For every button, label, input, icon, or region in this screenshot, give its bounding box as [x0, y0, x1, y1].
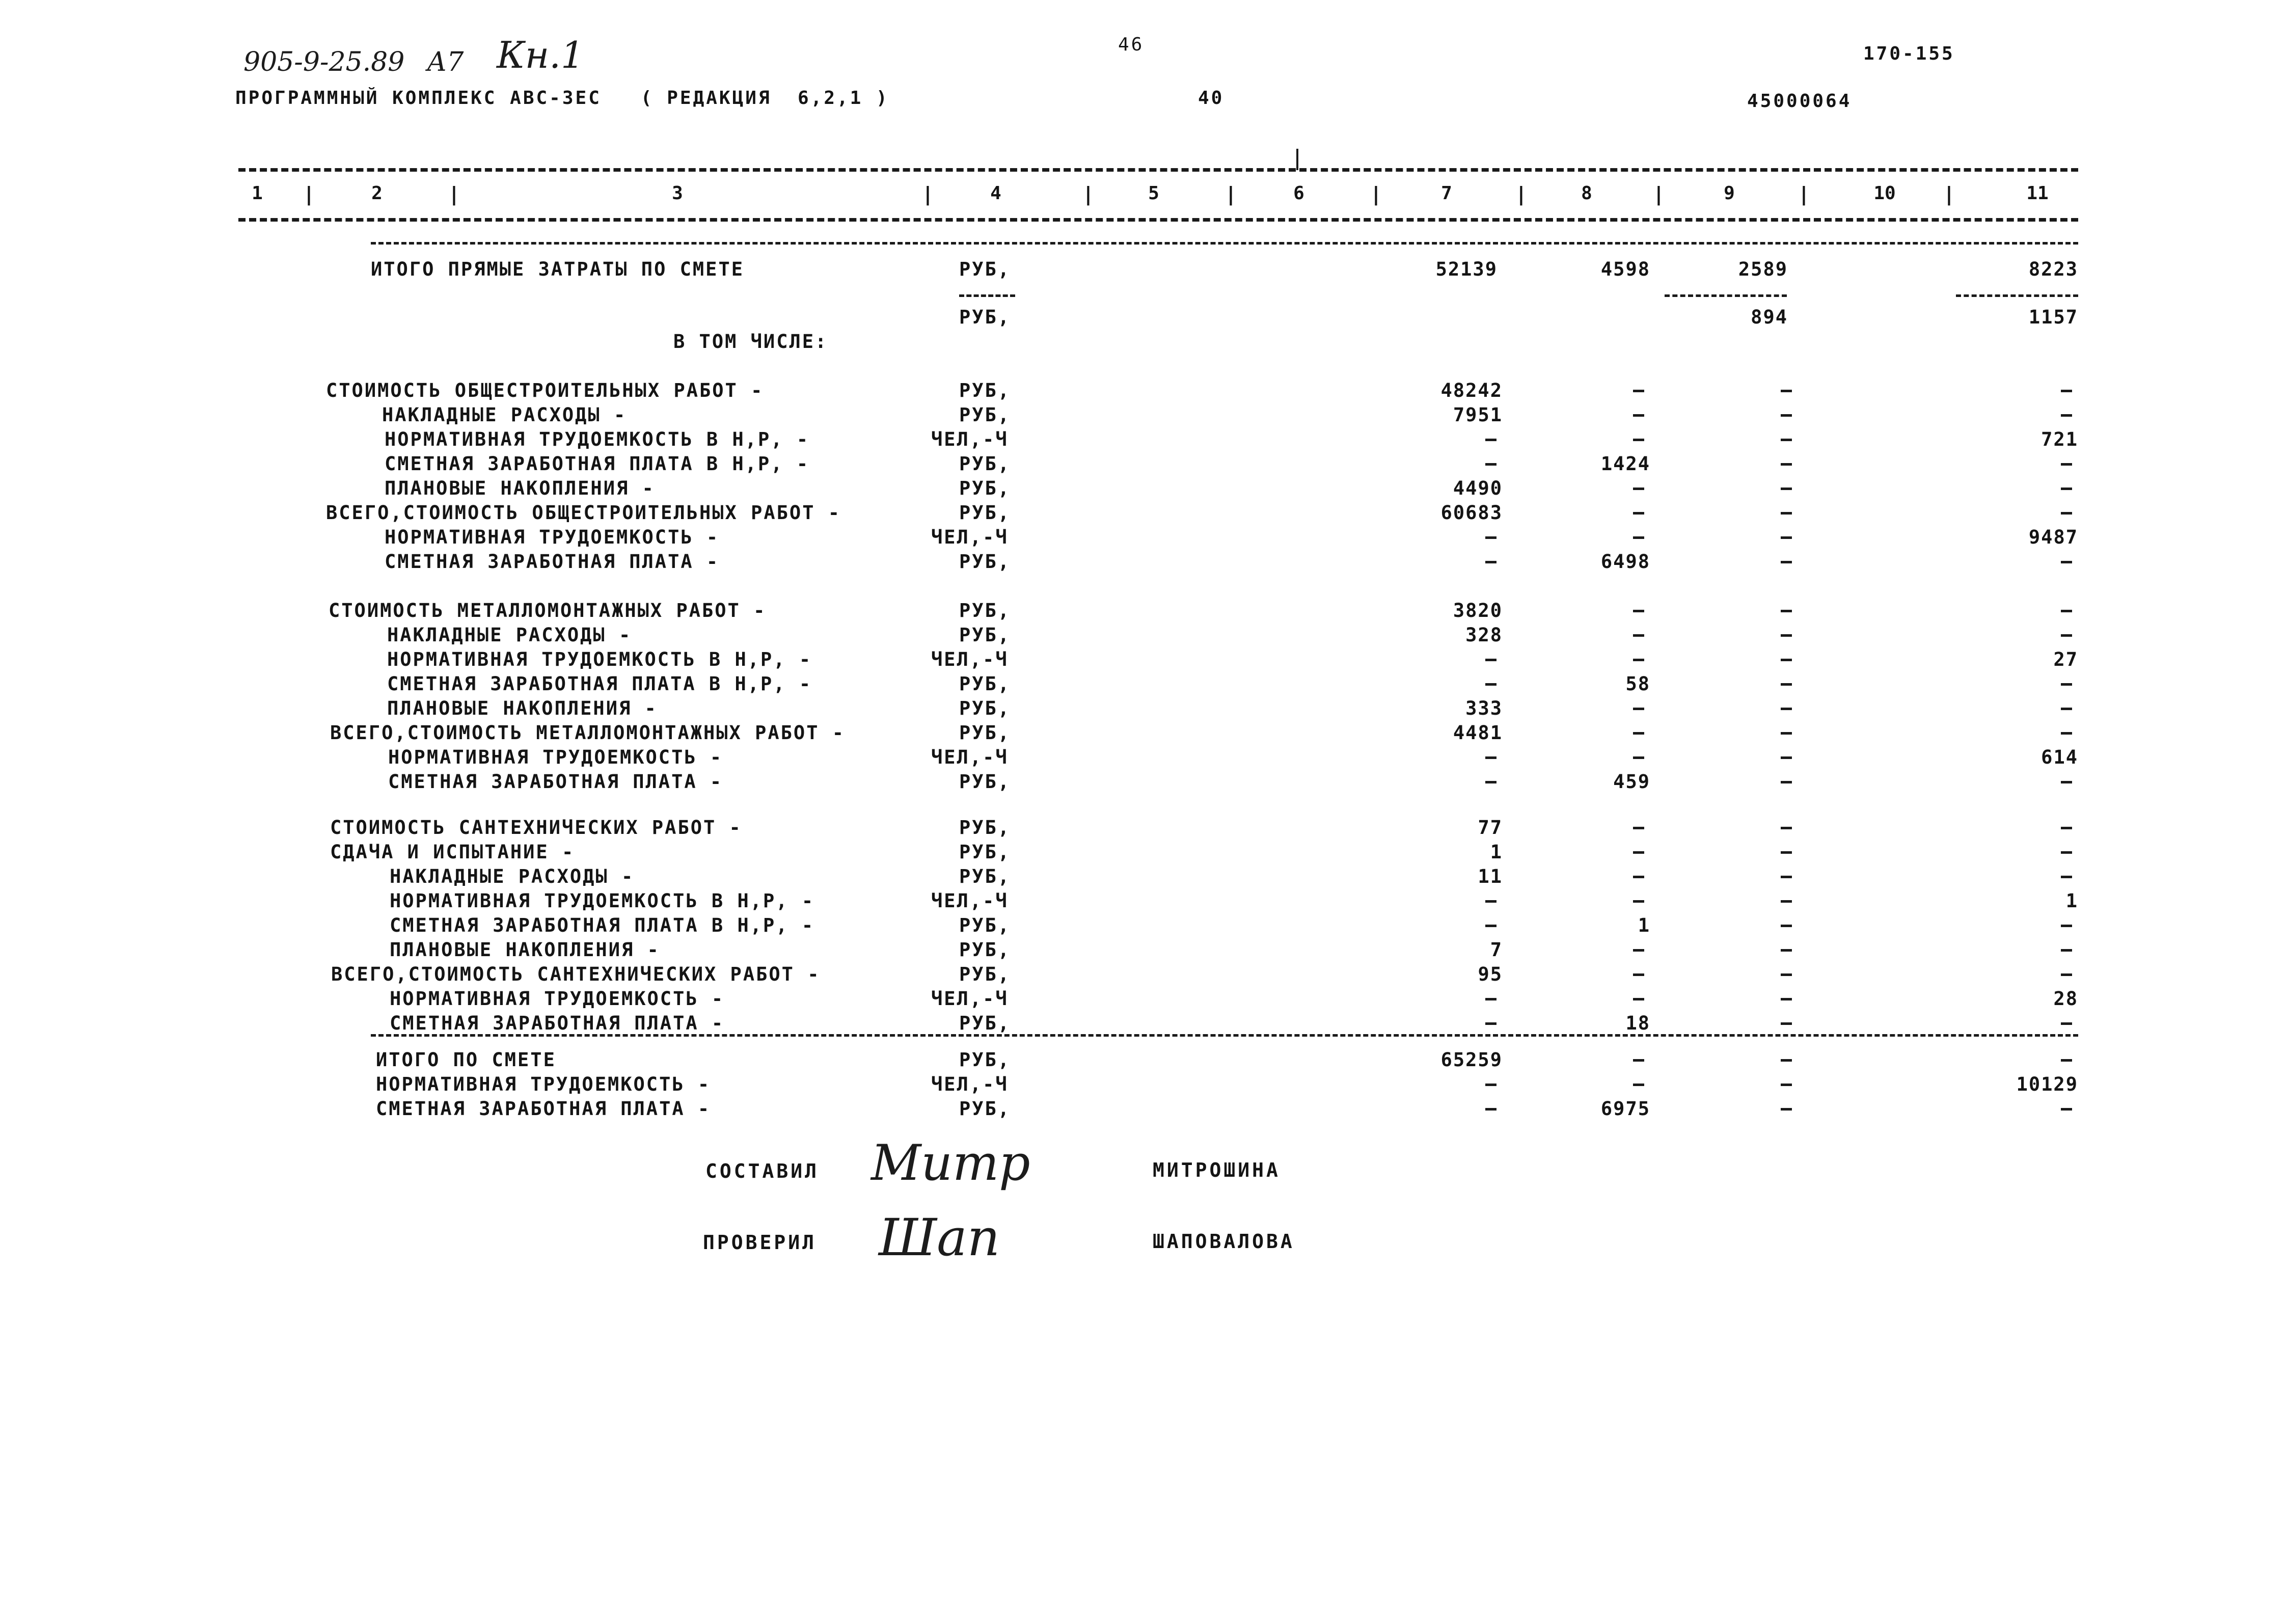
row-c11-dash [2061, 708, 2072, 710]
unit-underline [959, 294, 1015, 297]
row-c9-dash [1781, 683, 1792, 686]
row-c8-dash [1633, 512, 1644, 515]
row-unit: РУБ, [959, 551, 1011, 573]
row-c8-dash [1633, 973, 1644, 976]
row-c9-dash [1781, 1022, 1792, 1025]
row-label: НОРМАТИВНАЯ ТРУДОЕМКОСТЬ - [385, 526, 720, 548]
row-unit: РУБ, [959, 1098, 1011, 1120]
row-c7-value: 11 [1478, 865, 1503, 887]
row-c7-value: 328 [1465, 624, 1503, 646]
direct-costs-unit: РУБ, [959, 258, 1011, 280]
row-c7-dash [1485, 1084, 1496, 1086]
row-c7-dash [1485, 659, 1496, 661]
row-unit: РУБ, [959, 771, 1011, 793]
row-c11-value: 28 [2053, 988, 2078, 1010]
column-separator: | [1515, 183, 1527, 205]
direct-costs-col9-2: 894 [1751, 306, 1788, 328]
row-unit: РУБ, [959, 1012, 1011, 1034]
composed-by-name: МИТРОШИНА [1153, 1159, 1281, 1181]
row-c9-dash [1781, 634, 1792, 637]
row-label: СМЕТНАЯ ЗАРАБОТНАЯ ПЛАТА - [388, 771, 723, 793]
row-c8-dash [1633, 876, 1644, 878]
row-c8-dash [1633, 827, 1644, 829]
column-separator: | [1653, 183, 1665, 205]
row-c11-value: 1 [2065, 890, 2078, 912]
row-unit: ЧЕЛ,-Ч [931, 890, 1009, 912]
row-c8-dash [1633, 536, 1644, 539]
row-c8-dash [1633, 756, 1644, 759]
row-c8-value: 459 [1613, 771, 1650, 793]
row-c11-value: 27 [2053, 648, 2078, 670]
header-bottom-rule [238, 218, 2078, 222]
row-c9-dash [1781, 659, 1792, 661]
row-c8-dash [1633, 634, 1644, 637]
row-c7-dash [1485, 1022, 1496, 1025]
row-c8-dash [1633, 732, 1644, 735]
row-c11-dash [2061, 1108, 2072, 1111]
column-number: 1 [252, 183, 263, 204]
row-c7-dash [1485, 900, 1496, 903]
section-rule [371, 242, 2078, 245]
row-unit: ЧЕЛ,-Ч [931, 1073, 1009, 1095]
row-c8-dash [1633, 659, 1644, 661]
row-unit: РУБ, [959, 1049, 1011, 1071]
handwritten-book-number: Кн.1 [497, 34, 584, 76]
column-number: 5 [1148, 183, 1159, 204]
column-number: 6 [1293, 183, 1304, 204]
row-label: НОРМАТИВНАЯ ТРУДОЕМКОСТЬ В Н,Р, - [390, 890, 815, 912]
direct-costs-unit-2: РУБ, [959, 306, 1011, 328]
row-label: НАКЛАДНЫЕ РАСХОДЫ - [387, 624, 632, 646]
handwritten-a7: А7 [427, 47, 464, 77]
row-c7-value: 4481 [1453, 722, 1503, 744]
row-c8-dash [1633, 610, 1644, 612]
row-c9-dash [1781, 781, 1792, 783]
row-c11-dash [2061, 851, 2072, 854]
row-c7-dash [1485, 756, 1496, 759]
row-c9-dash [1781, 561, 1792, 563]
column-separator: | [448, 183, 460, 205]
row-c9-dash [1781, 876, 1792, 878]
row-c9-dash [1781, 756, 1792, 759]
top-rule [238, 168, 2078, 172]
row-label: СМЕТНАЯ ЗАРАБОТНАЯ ПЛАТА В Н,Р, - [385, 453, 810, 475]
row-c7-value: 3820 [1453, 600, 1503, 621]
row-c8-dash [1633, 1059, 1644, 1062]
column-number: 7 [1441, 183, 1452, 204]
column-separator: | [1943, 183, 1955, 205]
row-unit: РУБ, [959, 502, 1011, 524]
row-label: ВСЕГО,СТОИМОСТЬ САНТЕХНИЧЕСКИХ РАБОТ - [331, 963, 821, 985]
row-c7-value: 95 [1478, 963, 1503, 985]
row-c9-dash [1781, 1084, 1792, 1086]
row-unit: РУБ, [959, 380, 1011, 401]
row-c7-dash [1485, 781, 1496, 783]
row-c7-value: 7 [1490, 939, 1503, 961]
row-c9-dash [1781, 998, 1792, 1000]
row-c9-dash [1781, 1059, 1792, 1062]
row-c7-value: 77 [1478, 817, 1503, 838]
column-separator: | [1370, 183, 1382, 205]
row-c7-value: 7951 [1453, 404, 1503, 426]
row-label: НАКЛАДНЫЕ РАСХОДЫ - [390, 865, 635, 887]
direct-costs-col8: 4598 [1600, 258, 1650, 280]
top-right-code: 170-155 [1863, 43, 1955, 64]
row-unit: РУБ, [959, 453, 1011, 475]
row-c9-dash [1781, 851, 1792, 854]
row-c11-dash [2061, 463, 2072, 466]
column-number: 4 [990, 183, 1001, 204]
row-c9-dash [1781, 536, 1792, 539]
row-label: ИТОГО ПО СМЕТЕ [376, 1049, 556, 1071]
row-c8-dash [1633, 851, 1644, 854]
row-unit: РУБ, [959, 963, 1011, 985]
row-label: СМЕТНАЯ ЗАРАБОТНАЯ ПЛАТА В Н,Р, - [390, 914, 815, 936]
row-label: СМЕТНАЯ ЗАРАБОТНАЯ ПЛАТА - [376, 1098, 711, 1120]
final-totals-rule [371, 1034, 2078, 1037]
column-separator: | [1082, 183, 1094, 205]
row-c8-value: 1 [1638, 914, 1650, 936]
row-c11-value: 9487 [2028, 526, 2078, 548]
row-c8-value: 1424 [1600, 453, 1650, 475]
row-c8-dash [1633, 900, 1644, 903]
row-c9-dash [1781, 900, 1792, 903]
row-unit: ЧЕЛ,-Ч [931, 746, 1009, 768]
row-c7-dash [1485, 925, 1496, 927]
row-c11-dash [2061, 610, 2072, 612]
row-c8-dash [1633, 439, 1644, 441]
program-title: ПРОГРАММНЫЙ КОМПЛЕКС АВС-3ЕС ( РЕДАКЦИЯ 6,2,1 ) [235, 88, 889, 109]
row-label: НОРМАТИВНАЯ ТРУДОЕМКОСТЬ В Н,Р, - [387, 648, 812, 670]
row-c8-dash [1633, 414, 1644, 417]
composed-signature: Митр [871, 1134, 1030, 1192]
row-c11-dash [2061, 949, 2072, 952]
row-c7-value: 333 [1465, 697, 1503, 719]
row-c11-value: 10129 [2016, 1073, 2078, 1095]
row-c7-dash [1485, 998, 1496, 1000]
column-number: 11 [2026, 183, 2049, 204]
row-unit: ЧЕЛ,-Ч [931, 428, 1009, 450]
row-label: СДАЧА И ИСПЫТАНИЕ - [330, 841, 575, 863]
row-label: НОРМАТИВНАЯ ТРУДОЕМКОСТЬ В Н,Р, - [385, 428, 810, 450]
row-c11-dash [2061, 414, 2072, 417]
row-label: ПЛАНОВЫЕ НАКОПЛЕНИЯ - [385, 477, 655, 499]
row-unit: ЧЕЛ,-Ч [931, 988, 1009, 1010]
row-c9-dash [1781, 390, 1792, 392]
row-c11-dash [2061, 876, 2072, 878]
column-number: 9 [1724, 183, 1735, 204]
row-label: НОРМАТИВНАЯ ТРУДОЕМКОСТЬ - [390, 988, 725, 1010]
row-c7-value: 48242 [1440, 380, 1503, 401]
row-c11-dash [2061, 732, 2072, 735]
col9-underline [1665, 294, 1787, 297]
row-c11-dash [2061, 925, 2072, 927]
row-c8-value: 6975 [1600, 1098, 1650, 1120]
row-c9-dash [1781, 439, 1792, 441]
row-c11-dash [2061, 488, 2072, 490]
row-c9-dash [1781, 512, 1792, 515]
row-unit: РУБ, [959, 477, 1011, 499]
row-c8-dash [1633, 488, 1644, 490]
row-unit: РУБ, [959, 841, 1011, 863]
row-c11-dash [2061, 1059, 2072, 1062]
row-label: СМЕТНАЯ ЗАРАБОТНАЯ ПЛАТА - [390, 1012, 725, 1034]
row-c8-dash [1633, 390, 1644, 392]
pen-mark [1296, 149, 1298, 170]
row-label: ПЛАНОВЫЕ НАКОПЛЕНИЯ - [390, 939, 660, 961]
row-c8-value: 58 [1625, 673, 1650, 695]
row-c8-dash [1633, 708, 1644, 710]
row-label: СТОИМОСТЬ САНТЕХНИЧЕСКИХ РАБОТ - [330, 817, 742, 838]
row-unit: РУБ, [959, 697, 1011, 719]
direct-costs-col11-2: 1157 [2028, 306, 2078, 328]
row-c11-dash [2061, 512, 2072, 515]
row-unit: РУБ, [959, 865, 1011, 887]
column-separator: | [1798, 183, 1810, 205]
row-unit: ЧЕЛ,-Ч [931, 648, 1009, 670]
row-c11-dash [2061, 781, 2072, 783]
row-label: СТОИМОСТЬ ОБЩЕСТРОИТЕЛЬНЫХ РАБОТ - [326, 380, 764, 401]
checked-by-name: ШАПОВАЛОВА [1153, 1230, 1295, 1253]
including-heading: В ТОМ ЧИСЛЕ: [673, 331, 828, 353]
row-unit: РУБ, [959, 914, 1011, 936]
direct-costs-label: ИТОГО ПРЯМЫЕ ЗАТРАТЫ ПО СМЕТЕ [371, 258, 745, 280]
direct-costs-col9: 2589 [1738, 258, 1788, 280]
row-label: ПЛАНОВЫЕ НАКОПЛЕНИЯ - [387, 697, 658, 719]
row-c9-dash [1781, 949, 1792, 952]
column-separator: | [922, 183, 934, 205]
row-unit: РУБ, [959, 624, 1011, 646]
row-unit: РУБ, [959, 404, 1011, 426]
row-c11-value: 614 [2041, 746, 2078, 768]
row-c9-dash [1781, 827, 1792, 829]
row-c7-value: 60683 [1440, 502, 1503, 524]
document-id: 45000064 [1747, 91, 1852, 112]
row-c9-dash [1781, 925, 1792, 927]
row-c11-dash [2061, 634, 2072, 637]
column-number: 2 [371, 183, 383, 204]
row-label: ВСЕГО,СТОИМОСТЬ ОБЩЕСТРОИТЕЛЬНЫХ РАБОТ - [326, 502, 841, 524]
row-unit: РУБ, [959, 600, 1011, 621]
row-c7-dash [1485, 1108, 1496, 1111]
row-label: НОРМАТИВНАЯ ТРУДОЕМКОСТЬ - [376, 1073, 711, 1095]
row-label: НОРМАТИВНАЯ ТРУДОЕМКОСТЬ - [388, 746, 723, 768]
composed-by-label: СОСТАВИЛ [705, 1160, 820, 1182]
row-c7-dash [1485, 683, 1496, 686]
col11-underline [1956, 294, 2078, 297]
row-c9-dash [1781, 708, 1792, 710]
row-c11-dash [2061, 1022, 2072, 1025]
row-c9-dash [1781, 732, 1792, 735]
row-c8-dash [1633, 1084, 1644, 1086]
row-unit: РУБ, [959, 817, 1011, 838]
column-separator: | [1225, 183, 1237, 205]
row-unit: РУБ, [959, 722, 1011, 744]
page-top-number: 46 [1118, 34, 1145, 55]
row-unit: РУБ, [959, 939, 1011, 961]
row-c7-value: 1 [1490, 841, 1503, 863]
row-c11-dash [2061, 827, 2072, 829]
column-number: 3 [672, 183, 683, 204]
row-label: ВСЕГО,СТОИМОСТЬ МЕТАЛЛОМОНТАЖНЫХ РАБОТ - [330, 722, 846, 744]
checked-signature: Шап [879, 1208, 1000, 1267]
row-label: НАКЛАДНЫЕ РАСХОДЫ - [382, 404, 627, 426]
handwritten-doc-code: 905-9-25.89 [243, 47, 405, 77]
sheet-number: 40 [1198, 88, 1224, 109]
row-c9-dash [1781, 610, 1792, 612]
direct-costs-col11: 8223 [2028, 258, 2078, 280]
row-c7-dash [1485, 463, 1496, 466]
row-label: СМЕТНАЯ ЗАРАБОТНАЯ ПЛАТА - [385, 551, 720, 573]
column-number: 10 [1873, 183, 1896, 204]
column-separator: | [303, 183, 315, 205]
row-c7-value: 4490 [1453, 477, 1503, 499]
row-c7-dash [1485, 536, 1496, 539]
row-c7-dash [1485, 439, 1496, 441]
row-c9-dash [1781, 414, 1792, 417]
row-c9-dash [1781, 973, 1792, 976]
direct-costs-col7: 52139 [1435, 258, 1498, 280]
row-c9-dash [1781, 463, 1792, 466]
row-c8-value: 18 [1625, 1012, 1650, 1034]
row-label: СТОИМОСТЬ МЕТАЛЛОМОНТАЖНЫХ РАБОТ - [329, 600, 767, 621]
row-unit: ЧЕЛ,-Ч [931, 526, 1009, 548]
column-number: 8 [1581, 183, 1592, 204]
row-c8-dash [1633, 949, 1644, 952]
row-c9-dash [1781, 488, 1792, 490]
row-unit: РУБ, [959, 673, 1011, 695]
row-c7-dash [1485, 561, 1496, 563]
row-c11-dash [2061, 973, 2072, 976]
row-c9-dash [1781, 1108, 1792, 1111]
row-c11-dash [2061, 390, 2072, 392]
row-c11-dash [2061, 561, 2072, 563]
row-c11-value: 721 [2041, 428, 2078, 450]
row-c11-dash [2061, 683, 2072, 686]
row-c7-value: 65259 [1440, 1049, 1503, 1071]
row-c8-dash [1633, 998, 1644, 1000]
row-c8-value: 6498 [1600, 551, 1650, 573]
checked-by-label: ПРОВЕРИЛ [703, 1231, 817, 1254]
row-label: СМЕТНАЯ ЗАРАБОТНАЯ ПЛАТА В Н,Р, - [387, 673, 812, 695]
